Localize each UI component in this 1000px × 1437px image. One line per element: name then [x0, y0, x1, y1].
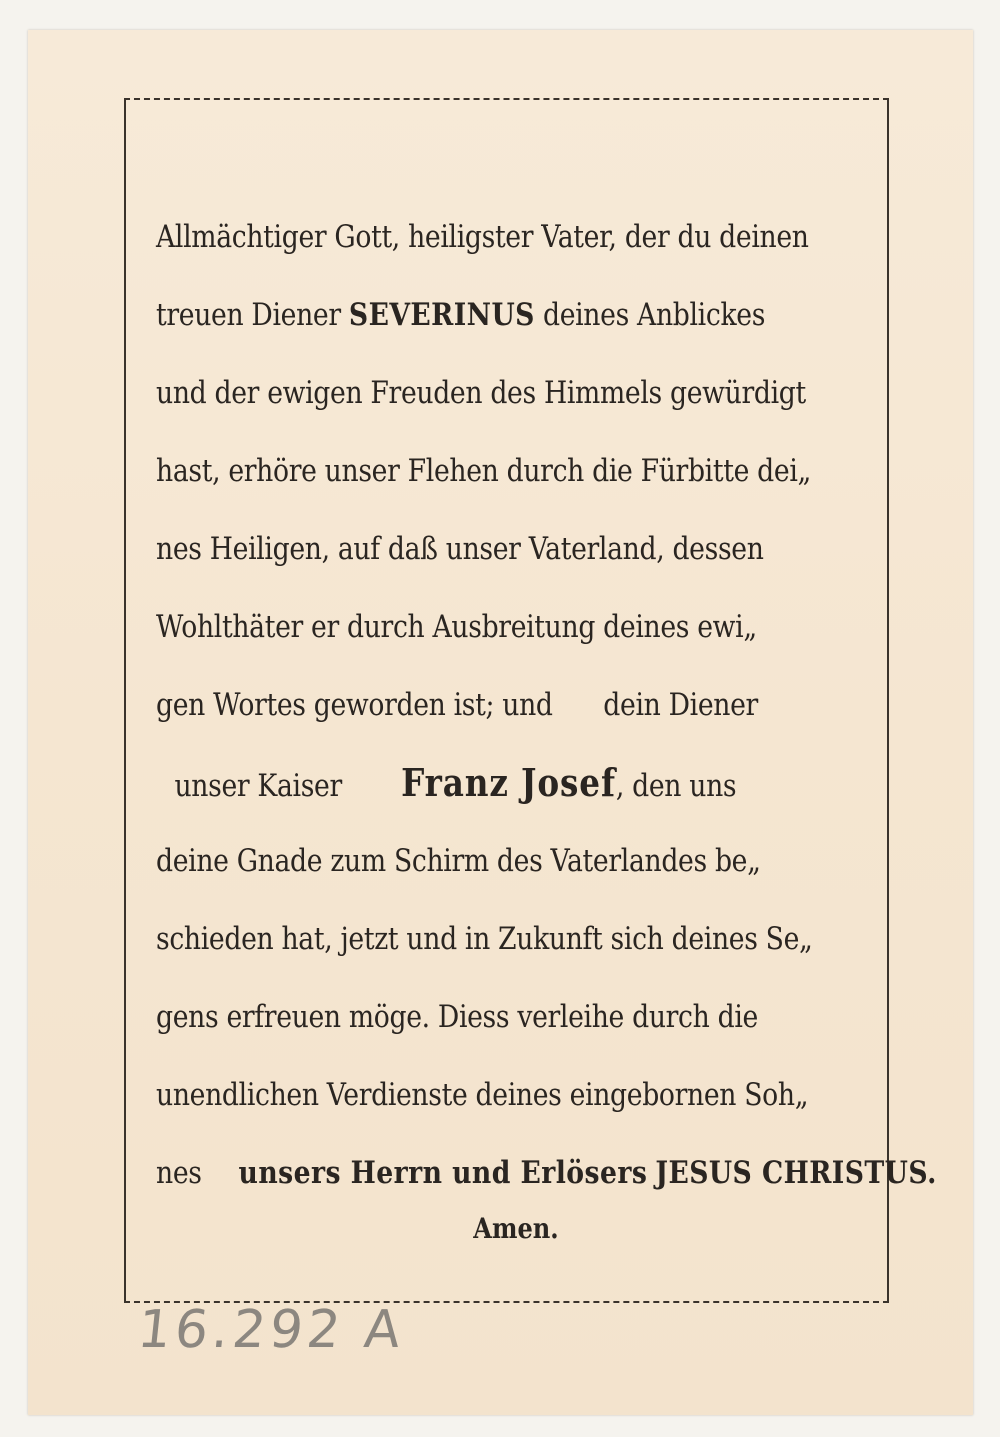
text-segment: deines Anblickes — [542, 297, 766, 333]
text-segment: dein Diener — [603, 687, 758, 723]
prayer-line-1 — [156, 198, 809, 276]
prayer-card — [28, 30, 973, 1415]
text-segment: Wohlthäter er durch Ausbreitung deines ewi„ — [156, 609, 757, 645]
prayer-line-10 — [156, 900, 813, 978]
emperor-name: Franz Josef — [401, 760, 616, 805]
text-segment: unser Kaiser — [174, 768, 342, 804]
text-segment: gens erfreuen möge. Diess verleihe durch die — [156, 999, 758, 1035]
text-segment: nes — [156, 1155, 202, 1191]
prayer-line-9 — [156, 822, 775, 900]
amen: Amen. — [473, 1212, 559, 1245]
prayer-line-5 — [156, 510, 775, 588]
text-segment: deine Gnade zum Schirm des Vaterlandes be„ — [156, 843, 761, 879]
prayer-line-8 — [156, 744, 775, 822]
text-segment: unendlichen Verdienste deines eingebornen Soh„ — [156, 1077, 809, 1113]
prayer-text — [156, 198, 937, 1245]
text-segment: Allmächtiger Gott, heiligster Vater, der du deinen — [156, 219, 809, 255]
text-segment: hast, erhöre unser Flehen durch die Fürbitte dei„ — [156, 453, 811, 489]
text-segment: treuen Diener — [156, 297, 341, 333]
prayer-line-2 — [156, 276, 775, 354]
text-segment: gen Wortes geworden ist; und — [156, 687, 553, 723]
text-segment: schieden hat, jetzt und in Zukunft sich deines Se„ — [156, 921, 813, 957]
jesus-christus: JESUS CHRISTUS. — [655, 1155, 937, 1191]
saint-name: SEVERINUS — [348, 297, 535, 333]
text-segment: , den uns — [615, 768, 737, 804]
prayer-line-4 — [156, 432, 811, 510]
text-segment: nes Heiligen, auf daß unser Vaterland, dessen — [156, 531, 764, 567]
prayer-line-12 — [156, 1056, 809, 1134]
prayer-line-3 — [156, 354, 806, 432]
prayer-line-11 — [156, 978, 775, 1056]
prayer-line-7 — [156, 666, 775, 744]
prayer-line-13 — [156, 1134, 937, 1212]
text-segment: und der ewigen Freuden des Himmels gewürdigt — [156, 375, 806, 411]
inventory-number: 16.292 A — [134, 1300, 408, 1360]
prayer-line-6 — [156, 588, 775, 666]
text-segment: unsers Herrn und Erlösers — [238, 1155, 648, 1191]
